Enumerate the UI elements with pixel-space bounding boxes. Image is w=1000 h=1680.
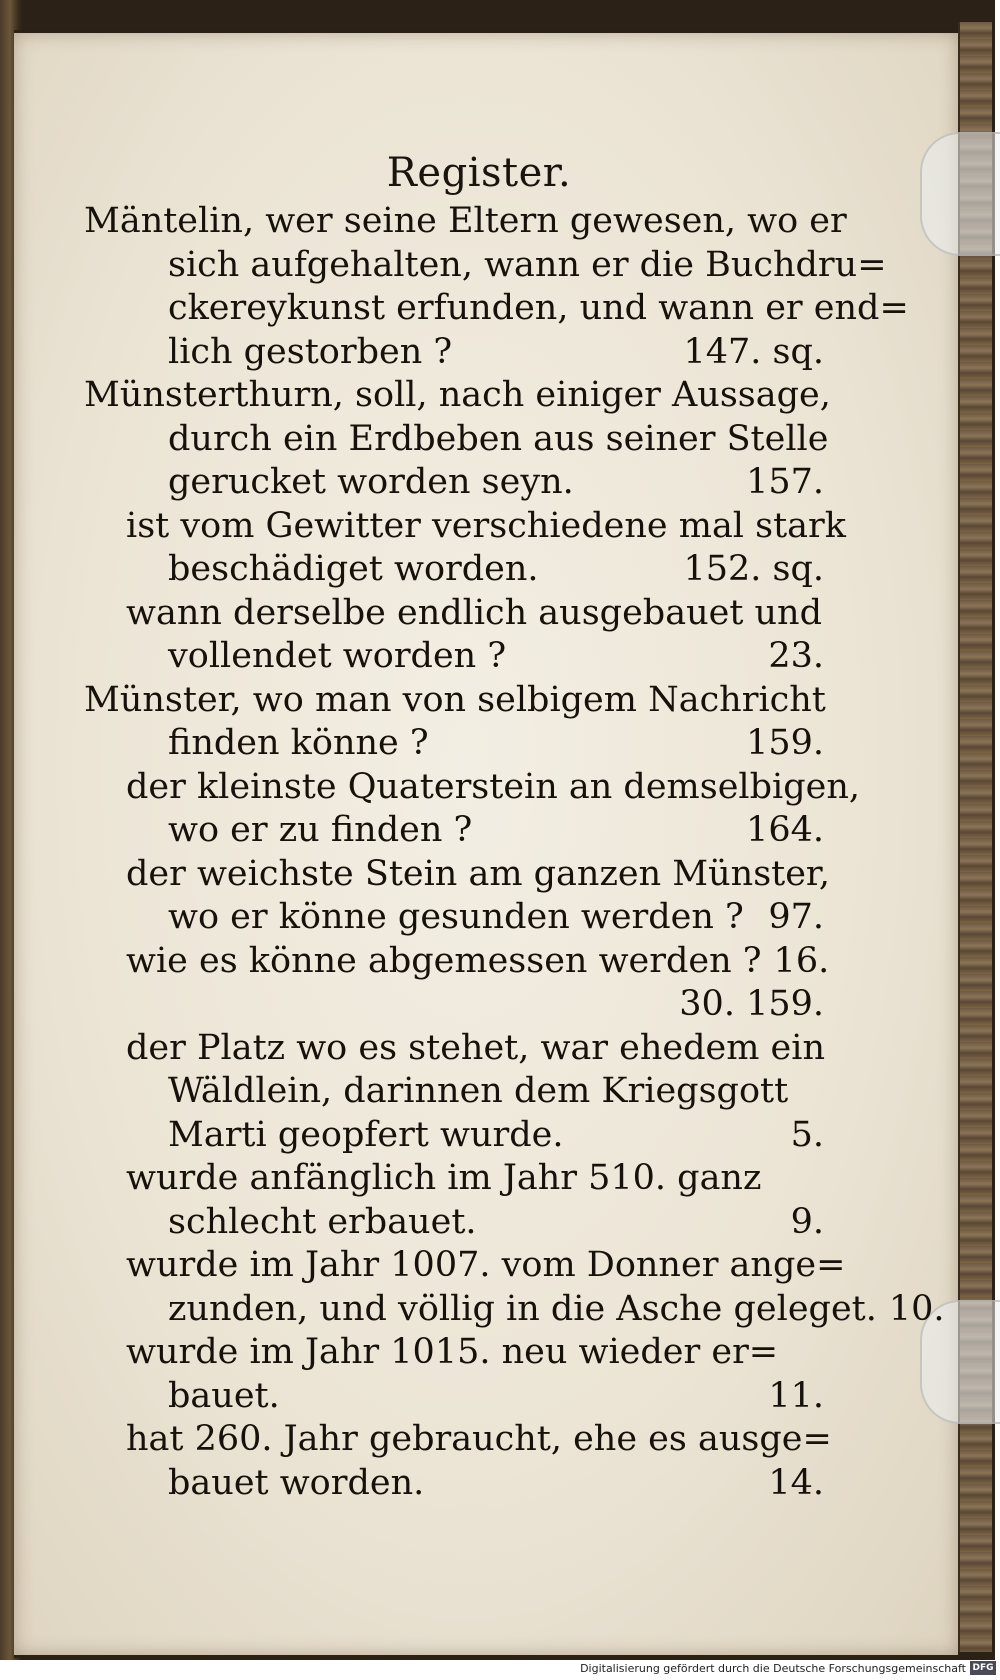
page-header: Register.: [386, 150, 572, 196]
register-line-text: Münsterthurn, soll, nach einiger Aussage,: [84, 375, 831, 415]
register-line-text: wurde anfänglich im Jahr 510. ganz: [126, 1158, 762, 1198]
register-page-reference: [830, 853, 842, 897]
register-line-text: Wäldlein, darinnen dem Kriegsgott: [168, 1071, 789, 1111]
register-line-text: der Platz wo es stehet, war ehedem ein: [126, 1027, 826, 1068]
register-page-reference: [847, 200, 859, 244]
register-line-text: lich gestorben ?: [168, 331, 453, 372]
register-page-reference: 164.: [746, 810, 824, 850]
register-page-reference: 5.: [790, 1114, 824, 1155]
register-line: [84, 679, 824, 723]
register-line: [84, 244, 887, 288]
register-page-reference: [909, 287, 921, 331]
register-page-reference: 157.: [746, 462, 824, 502]
register-line-text: beschädiget worden.: [168, 549, 539, 589]
register-line-text: durch ein Erdbeben aus seiner Stelle: [168, 418, 829, 459]
register-line-text: wie es könne abgemessen werden ?: [126, 940, 762, 981]
register-page-reference: [828, 418, 840, 462]
register-line-text: vollendet worden ?: [168, 636, 507, 676]
register-line-text: Mäntelin, wer seine Eltern gewesen, wo er: [84, 201, 847, 241]
register-line: [84, 1288, 945, 1332]
register-line: [84, 635, 824, 679]
register-page-reference: 159.: [746, 723, 824, 763]
register-page-reference: 10.: [888, 1288, 945, 1329]
register-line: [84, 809, 824, 853]
register-line-text: wurde im Jahr 1007. vom Donner ange=: [126, 1245, 846, 1285]
register-line: [84, 1114, 824, 1158]
register-line: [84, 1375, 824, 1419]
register-line: [84, 592, 824, 636]
register-line-text: gerucket worden seyn.: [168, 462, 574, 502]
register-line: [84, 1070, 824, 1114]
register-line: [84, 1027, 824, 1071]
register-page-reference: [845, 1244, 857, 1288]
register-page-reference: 23.: [768, 636, 824, 676]
register-line: [84, 853, 830, 897]
register-line: [84, 461, 824, 505]
register-page-reference: [887, 244, 899, 288]
register-line: [84, 766, 860, 810]
register-line-text: wo er zu finden ?: [168, 810, 473, 850]
register-line-text: wurde im Jahr 1015. neu wieder er=: [126, 1332, 779, 1372]
register-line: [84, 1201, 824, 1245]
register-line: [84, 505, 846, 549]
register-page-reference: [812, 1070, 824, 1114]
register-line: [84, 1418, 832, 1462]
register-page-reference: [846, 505, 858, 549]
register-line: [84, 1244, 846, 1288]
register-line: [84, 418, 829, 462]
register-page-reference: 11.: [768, 1375, 824, 1416]
register-page-reference: [860, 766, 872, 810]
register-page-reference: 14.: [768, 1462, 824, 1503]
register-line-text: hat 260. Jahr gebraucht, ehe es ausge=: [126, 1419, 832, 1459]
register-line-text: der kleinste Quaterstein an demselbigen,: [126, 766, 860, 807]
register-page-reference: [812, 1157, 824, 1201]
register-line-text: bauet.: [168, 1375, 280, 1416]
register-line-text: bauet worden.: [168, 1462, 425, 1503]
register-line-text: finden könne ?: [168, 723, 429, 763]
footer-credit: Digitalisierung gefördert durch die Deutsche Forschungsgemeinschaft: [580, 1662, 966, 1675]
register-page-reference: [812, 1331, 824, 1375]
register-line: [84, 200, 847, 244]
dfg-logo: DFG: [970, 1661, 996, 1675]
register-page-reference: [825, 1027, 837, 1071]
register-page-reference: 97.: [768, 897, 824, 937]
register-page-reference: [831, 374, 843, 418]
register-line-text: ist vom Gewitter verschiedene mal stark: [126, 505, 846, 546]
register-line-text: der weichste Stein am ganzen Münster,: [126, 853, 830, 894]
register-line-text: Marti geopfert wurde.: [168, 1114, 564, 1155]
register-line-text: wann derselbe endlich ausgebauet und: [126, 592, 823, 633]
register-line: [84, 1331, 824, 1375]
register-line-text: wo er könne gesunden werden ?: [168, 897, 744, 937]
register-line-text: zunden, und völlig in die Asche geleget.: [168, 1288, 877, 1329]
register-page-reference: [822, 592, 834, 636]
register-line: [84, 1462, 824, 1506]
register-line-text: schlecht erbauet.: [168, 1201, 477, 1242]
register-page-reference: 9.: [790, 1201, 824, 1242]
register-page-reference: 16.: [773, 940, 830, 981]
register-page-reference: [832, 1418, 844, 1462]
register-entries: [84, 200, 945, 1505]
register-line: [84, 548, 824, 592]
register-line: [84, 374, 831, 418]
register-line-text: Münster, wo man von selbigem Nachricht: [84, 679, 826, 720]
register-line-text: ckereykunst erfunden, und wann er end=: [168, 288, 909, 328]
register-page-reference: 147. sq.: [683, 331, 824, 372]
register-line: [84, 940, 830, 984]
register-line: [84, 287, 909, 331]
register-line: [84, 896, 824, 940]
register-line: [84, 722, 824, 766]
register-page-reference: [826, 679, 838, 723]
register-line: [84, 331, 824, 375]
register-page-reference: 30. 159.: [679, 984, 824, 1024]
register-line: [84, 983, 824, 1027]
register-line: [84, 1157, 824, 1201]
register-line-text: sich aufgehalten, wann er die Buchdru=: [168, 244, 887, 285]
register-page-reference: 152. sq.: [683, 549, 824, 589]
